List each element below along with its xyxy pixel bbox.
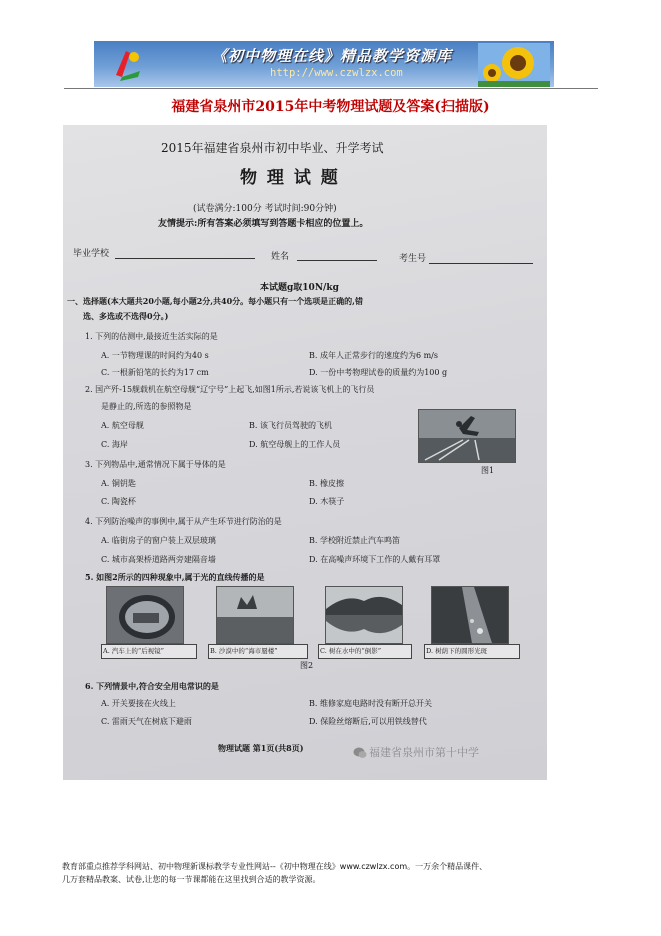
name-label: 姓名 [271, 252, 290, 262]
q3-stem: 3. 下列物品中,通常情况下属于导体的是 [85, 460, 226, 469]
q4-option-b: B. 学校附近禁止汽车鸣笛 [309, 536, 400, 545]
scanned-exam-page [63, 125, 547, 780]
watermark: 福建省泉州市第十中学 [369, 746, 479, 759]
figure2d-light-spots [431, 586, 509, 644]
sunflower-image [478, 43, 550, 87]
site-logo-icon [108, 47, 148, 83]
banner-url[interactable]: http://www.czwlzx.com [270, 67, 403, 79]
q1-option-c: C. 一根新铅笔的长约为17 cm [101, 368, 209, 377]
school-blank [115, 258, 255, 259]
q3-option-a: A. 铜钥匙 [101, 479, 136, 488]
document-title: 福建省泉州市2015年中考物理试题及答案(扫描版) [171, 99, 490, 115]
q2-option-c: C. 海岸 [101, 440, 128, 449]
page-number: 物理试题 第1页(共8页) [218, 743, 304, 753]
q3-option-d: D. 木筷子 [309, 497, 345, 506]
q6-option-d: D. 保险丝熔断后,可以用铁线替代 [309, 717, 427, 726]
q4-option-d: D. 在高噪声环境下工作的人戴有耳罩 [309, 555, 441, 564]
exam-no-blank [429, 263, 533, 264]
q2-stem-cont: 是静止的,所选的参照物是 [101, 402, 192, 411]
score-time: (试卷满分:100分 考试时间:90分钟) [193, 204, 337, 214]
subject-title: 物 理 试 题 [240, 168, 340, 188]
header-rule [64, 88, 598, 89]
figure2d-caption: D. 树荫下的圆形光斑 [426, 647, 488, 655]
figure2a-caption: A. 汽车上的“后视镜” [103, 647, 164, 655]
footer [62, 860, 602, 886]
figure2b-caption: B. 沙漠中的“海市蜃楼” [210, 647, 278, 655]
exam-header: 2015年福建省泉州市初中毕业、升学考试 [161, 141, 384, 155]
q5-stem: 5. 如图2所示的四种现象中,属于光的直线传播的是 [85, 572, 265, 582]
school-label: 毕业学校 [73, 249, 110, 259]
footer-line-2: 几万套精品教案、试卷,让您的每一节课都能在这里找到合适的教学资源。 [62, 875, 321, 884]
q1-option-b: B. 成年人正常步行的速度约为6 m/s [309, 351, 438, 360]
exam-no-label: 考生号 [399, 254, 427, 264]
section1-heading: 一、选择题(本大题共20小题,每小题2分,共40分。每小题只有一个选项是正确的,错 [67, 296, 363, 306]
q2-option-d: D. 航空母舰上的工作人员 [249, 440, 341, 449]
figure1-jet-on-carrier [418, 409, 516, 463]
q1-option-a: A. 一节物理课的时间约为40 s [101, 351, 209, 360]
q6-option-a: A. 开关要接在火线上 [101, 699, 176, 708]
figure2b-mirage [216, 586, 294, 644]
name-blank [297, 260, 377, 261]
wechat-icon [353, 747, 367, 759]
figure1-caption: 图1 [481, 466, 495, 475]
q6-stem: 6. 下列情景中,符合安全用电常识的是 [85, 681, 219, 691]
q2-stem: 2. 国产歼-15舰载机在航空母舰“辽宁号”上起飞,如图1所示,若说该飞机上的飞行员 [85, 385, 375, 394]
reminder: 友情提示:所有答案必须填写到答题卡相应的位置上。 [158, 219, 369, 229]
q4-option-a: A. 临街房子的窗户装上双层玻璃 [101, 536, 216, 545]
q1-option-d: D. 一份中考物理试卷的质量约为100 g [309, 368, 448, 377]
q2-option-b: B. 该飞行员驾驶的飞机 [249, 421, 332, 430]
q3-option-b: B. 橡皮擦 [309, 479, 344, 488]
g-note: 本试题g取10N/kg [260, 283, 339, 293]
footer-line-1: 教育部重点推荐学科网站、初中物理新课标教学专业性网站--《初中物理在线》www.czwlzx.com。一万余个精品课件、 [62, 862, 488, 871]
q4-stem: 4. 下列防治噪声的事例中,属于从产生环节进行防治的是 [85, 517, 282, 526]
site-banner [94, 41, 554, 87]
figure2a-rearview-mirror [106, 586, 184, 644]
banner-title: 《初中物理在线》精品教学资源库 [212, 47, 453, 65]
figure2-caption: 图2 [300, 661, 314, 670]
figure2c-tree-reflection [325, 586, 403, 644]
q1-stem: 1. 下列的估测中,最接近生活实际的是 [85, 332, 218, 341]
q3-option-c: C. 陶瓷杯 [101, 497, 136, 506]
section1-cont: 选、多选或不选得0分。) [83, 311, 169, 321]
q6-option-c: C. 雷雨天气在树底下避雨 [101, 717, 192, 726]
q4-option-c: C. 城市高架桥道路两旁建隔音墙 [101, 555, 216, 564]
q2-option-a: A. 航空母舰 [101, 421, 144, 430]
q6-option-b: B. 维修家庭电路时没有断开总开关 [309, 699, 432, 708]
figure2c-caption: C. 树在水中的“倒影” [320, 647, 382, 655]
